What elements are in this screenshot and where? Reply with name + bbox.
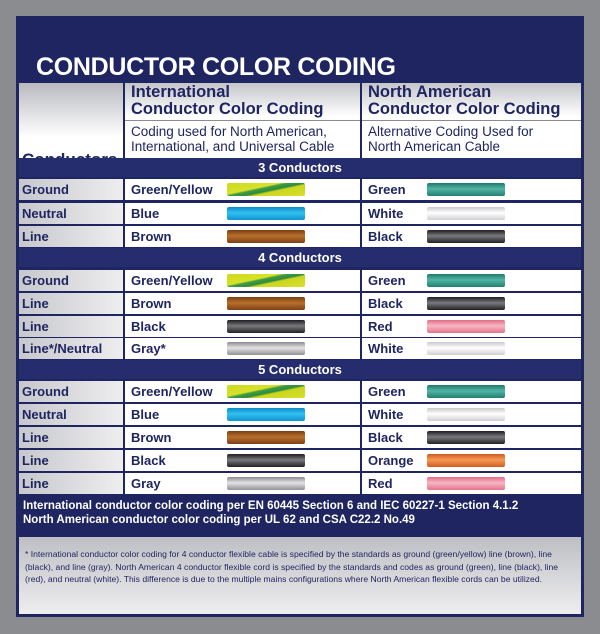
conductor-cell: Line bbox=[19, 316, 125, 337]
international-color-label: Brown bbox=[131, 296, 172, 311]
north-american-color-cell bbox=[362, 203, 581, 224]
wire-swatch-black bbox=[427, 297, 505, 310]
wire-swatch-black bbox=[427, 431, 505, 444]
international-color-label: Brown bbox=[131, 229, 172, 244]
north-american-color-cell bbox=[362, 293, 581, 314]
wire-swatch-blue bbox=[227, 408, 305, 421]
wire-swatch-green bbox=[427, 274, 505, 287]
international-color-cell bbox=[125, 473, 362, 494]
wire-swatch-gray bbox=[227, 342, 305, 355]
north-american-color-cell bbox=[362, 450, 581, 471]
section-band: 4 Conductors bbox=[19, 248, 581, 267]
table-row bbox=[19, 293, 581, 314]
table-row bbox=[19, 338, 581, 359]
international-color-cell bbox=[125, 404, 362, 425]
color-coding-card bbox=[16, 16, 584, 617]
conductor-cell: Line bbox=[19, 450, 125, 471]
north-american-color-label: Black bbox=[368, 296, 403, 311]
conductor-cell: Line bbox=[19, 226, 125, 247]
wire-swatch-gray bbox=[227, 477, 305, 490]
standards-line-north-american: North American conductor color coding per UL 62 and CSA C22.2 No.49 bbox=[23, 514, 415, 526]
header-international-sub-line1: Coding used for North American, bbox=[131, 124, 327, 139]
wire-swatch-brown bbox=[227, 230, 305, 243]
north-american-color-label: White bbox=[368, 206, 404, 221]
north-american-color-cell bbox=[362, 179, 581, 200]
north-american-color-cell bbox=[362, 316, 581, 337]
wire-swatch-white bbox=[427, 342, 505, 355]
header-north-american-sub-line1: Alternative Coding Used for bbox=[368, 124, 534, 139]
wire-swatch-brown bbox=[227, 431, 305, 444]
international-color-cell bbox=[125, 338, 362, 359]
conductor-cell: Line bbox=[19, 473, 125, 494]
wire-swatch-black bbox=[227, 454, 305, 467]
north-american-color-cell bbox=[362, 338, 581, 359]
wire-swatch-orange bbox=[427, 454, 505, 467]
table-row bbox=[19, 270, 581, 291]
international-color-cell bbox=[125, 293, 362, 314]
section-band: 5 Conductors bbox=[19, 360, 581, 379]
conductor-cell: Ground bbox=[19, 179, 125, 200]
international-color-label: Gray* bbox=[131, 341, 166, 356]
conductor-cell: Neutral bbox=[19, 404, 125, 425]
table-row bbox=[19, 179, 581, 200]
conductor-cell: Line*/Neutral bbox=[19, 338, 125, 359]
wire-swatch-brown bbox=[227, 297, 305, 310]
north-american-color-cell bbox=[362, 270, 581, 291]
header-north-american-subtitle bbox=[362, 121, 581, 154]
conductor-cell: Line bbox=[19, 293, 125, 314]
header-international-title-line2: Conductor Color Coding bbox=[131, 100, 324, 118]
table-row bbox=[19, 404, 581, 425]
north-american-color-cell bbox=[362, 427, 581, 448]
table-row bbox=[19, 473, 581, 494]
table-row bbox=[19, 203, 581, 224]
north-american-color-cell bbox=[362, 381, 581, 402]
international-color-label: Blue bbox=[131, 206, 160, 221]
standards-line-international: International conductor color coding per EN 60445 Section 6 and IEC 60227-1 Section 4.1.2 bbox=[23, 500, 519, 512]
conductor-cell: Ground bbox=[19, 381, 125, 402]
standards-reference bbox=[23, 499, 518, 527]
header-north-american-title-line1: North American bbox=[368, 83, 492, 101]
international-color-cell bbox=[125, 203, 362, 224]
international-color-cell bbox=[125, 427, 362, 448]
north-american-color-label: Green bbox=[368, 384, 406, 399]
north-american-color-label: Red bbox=[368, 476, 393, 491]
table-row bbox=[19, 427, 581, 448]
international-color-label: Green/Yellow bbox=[131, 273, 213, 288]
north-american-color-cell bbox=[362, 473, 581, 494]
north-american-color-cell bbox=[362, 404, 581, 425]
table-row bbox=[19, 226, 581, 247]
wire-swatch-greenyellow bbox=[227, 183, 305, 196]
header-north-american-sub-line2: North American Cable bbox=[368, 139, 501, 154]
header-north-american-title-line2: Conductor Color Coding bbox=[368, 100, 561, 118]
header-international-title bbox=[125, 83, 360, 121]
international-color-label: Brown bbox=[131, 430, 172, 445]
header-north-american-title bbox=[362, 83, 581, 121]
international-color-cell bbox=[125, 316, 362, 337]
wire-swatch-green bbox=[427, 385, 505, 398]
north-american-color-label: Orange bbox=[368, 453, 414, 468]
header-international-title-line1: International bbox=[131, 83, 231, 101]
wire-swatch-red bbox=[427, 477, 505, 490]
international-color-cell bbox=[125, 450, 362, 471]
wire-swatch-black bbox=[227, 320, 305, 333]
wire-swatch-white bbox=[427, 408, 505, 421]
international-color-label: Green/Yellow bbox=[131, 182, 213, 197]
north-american-color-label: White bbox=[368, 341, 404, 356]
north-american-color-label: Black bbox=[368, 430, 403, 445]
international-color-label: Blue bbox=[131, 407, 160, 422]
header-international-subtitle bbox=[125, 121, 360, 154]
north-american-color-cell bbox=[362, 226, 581, 247]
conductor-cell: Neutral bbox=[19, 203, 125, 224]
conductor-cell: Ground bbox=[19, 270, 125, 291]
international-color-label: Black bbox=[131, 453, 166, 468]
north-american-color-label: Red bbox=[368, 319, 393, 334]
international-color-label: Green/Yellow bbox=[131, 384, 213, 399]
section-band: 3 Conductors bbox=[19, 158, 581, 177]
international-color-cell bbox=[125, 270, 362, 291]
wire-swatch-greenyellow bbox=[227, 274, 305, 287]
wire-swatch-red bbox=[427, 320, 505, 333]
wire-swatch-white bbox=[427, 207, 505, 220]
north-american-color-label: White bbox=[368, 407, 404, 422]
international-color-cell bbox=[125, 179, 362, 200]
page-title: CONDUCTOR COLOR CODING bbox=[36, 53, 396, 81]
table-row bbox=[19, 316, 581, 337]
international-color-label: Black bbox=[131, 319, 166, 334]
international-color-label: Gray bbox=[131, 476, 161, 491]
wire-swatch-greenyellow bbox=[227, 385, 305, 398]
international-color-cell bbox=[125, 381, 362, 402]
footnote-panel bbox=[19, 537, 581, 614]
wire-swatch-green bbox=[427, 183, 505, 196]
header-international-sub-line2: International, and Universal Cable bbox=[131, 139, 335, 154]
north-american-color-label: Green bbox=[368, 273, 406, 288]
north-american-color-label: Green bbox=[368, 182, 406, 197]
conductor-cell: Line bbox=[19, 427, 125, 448]
international-color-cell bbox=[125, 226, 362, 247]
table-row bbox=[19, 450, 581, 471]
table-row bbox=[19, 381, 581, 402]
north-american-color-label: Black bbox=[368, 229, 403, 244]
wire-swatch-black bbox=[427, 230, 505, 243]
wire-swatch-blue bbox=[227, 207, 305, 220]
footnote-text: * International conductor color coding for 4 conductor flexible cable is specified by the standards as ground (green/yellow) line (brown), line (black), and line (gray). North American 4 conductor flexible cord is specified by the standards and codes as ground (green), line (black), line (red), and neutral (white). This difference is due to the multiple mains configurations where North American flexible cords can be utilized. bbox=[25, 549, 559, 584]
